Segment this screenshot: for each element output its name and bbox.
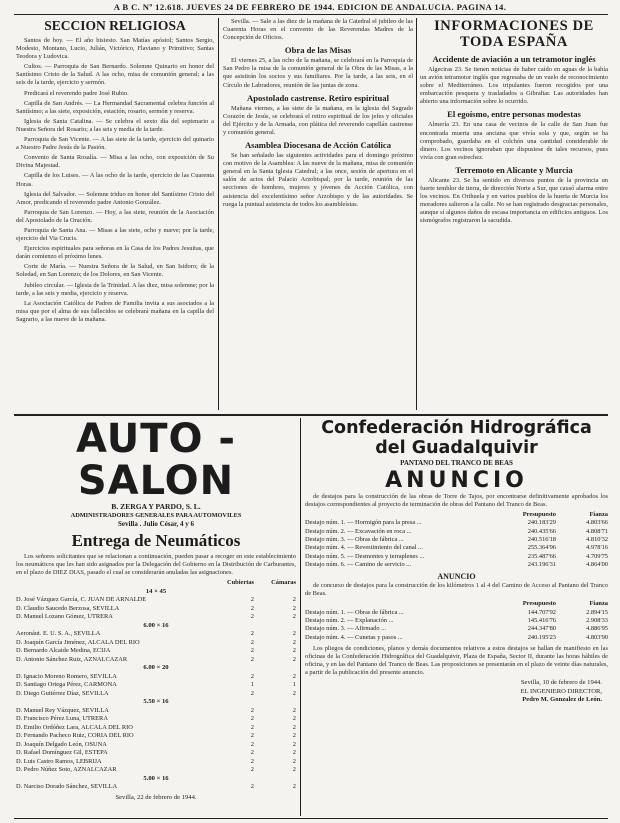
destajo-presupuesto: 240.435'66 [527,527,556,535]
camaras-count: 2 [292,655,296,663]
destajo-description: Destajo núm. 5. — Desmontes y terraplenes ... [305,552,425,560]
cubiertas-count: 2 [250,596,254,604]
camaras-count: 2 [292,647,296,655]
destajo-description: Destajo núm. 3. — Obras de fábrica ... [305,536,404,544]
mass-intro: Sevilla. — Sale a las diez de la mañana de la Catedral el jubileo de las Cuarenta Horas en el convento de las Reverendas Madres de la Concepción de Oficios. [223,18,413,42]
cubiertas-count: 2 [250,757,254,765]
destajo-fianza: 4.864'00 [586,560,608,568]
cubiertas-count: 2 [250,604,254,612]
recipient-name: D. Fernando Pacheco Ruiz, CORIA DEL RIO [16,732,134,740]
conditions-text: Los pliegos de condiciones, planos y demás documentos relativos a estos destajos se hallan de manifiesto en las oficinas de la Confederación Hidrográfica del Guadalquivir, Plaza de España, Sector II, durante las horas hábiles de oficina, y en las del Pantano del Tranco de Beas. Las proposiciones se presentarán en el plazo de veinte días naturales, a partir de la publicación del presente anuncio. [305,644,608,677]
auto-salon-title: AUTO - SALON [75,418,237,504]
signature-role: EL INGENIERO DIRECTOR, [520,687,602,695]
destajo-description: Destajo núm. 6. — Camino de servicio ... [305,560,412,568]
destajo-presupuesto: 235.487'66 [527,552,556,560]
tire-size-label: 6.00 × 16 [143,621,169,629]
destajo-fianza: 2.894'15 [586,608,608,616]
camaras-count: 2 [292,749,296,757]
religious-paragraph: Corte de María. — Nuestra Señora de la Salud, en San Isidoro; de la Soledad, en San Lorenzo; de los Dolores, en San Vicente. [16,263,214,279]
recipient-name: D. Pedro Núñez Soto, AZNALCAZAR [16,766,117,774]
headline-apostolado: Apostolado castrense. Retiro espiritual [247,92,389,103]
tire-recipient-row [16,732,296,741]
auto-salon-firm: B. ZERGA Y PARDO, S. L. [111,502,201,511]
ad-auto-salon [16,418,296,816]
header-presupuesto-2: Presupuesto [522,600,556,608]
destajo-description: Destajo núm. 3. — Afirmado ... [305,625,386,633]
header-cubiertas: Cubiertas [227,579,254,587]
asamblea-text: Se han señalado las siguientes actividades para el domingo próximo con motivo de la Asamblea: A las nueve de la mañana, misa de comunión general en la Santa Iglesia Catedral; a las once, sesión de apertura en el salón de actos del Palacio Arzobispal; por la tarde, reunión de las secciones de hombres, mujeres y jóvenes de Acción Católica, con asistencia del excelentísimo señor Arzobispo y de las autoridades. Se ruega la puntual asistencia de todos los asambleístas. [223,152,413,208]
religious-paragraph: Capilla de San Andrés. — La Hermandad Sacramental celebra función al Santísimo; a las siete, exposición, estación, rosario, sermón y reserva. [16,99,214,115]
national-section-title: INFORMACIONES DE TODA ESPAÑA [434,18,594,50]
religious-paragraph: Jubileo circular. — Iglesia de la Trinidad. A las diez, misa solemne; por la tarde, a las seis y media, ejercicio y reserva. [16,281,214,297]
tire-recipient-row [16,656,296,665]
camaras-count: 2 [292,672,296,680]
camaras-count: 2 [292,757,296,765]
page-header [0,2,620,12]
destajo-row [305,561,608,569]
tire-recipient-row [16,639,296,648]
aviation-accident-text: Algeciras 23. Se tienen noticias de haber caído en aguas de la bahía un avión tetramotor inglés que regresaba de un vuelo de reconocimiento sobre el Mediterráneo. Los tripulantes fueron recogidos por una embarcación pesquera y trasladados a Gibraltar. Las autoridades han abierto una información sobre lo ocurrido. [420,66,608,106]
auto-salon-business: ADMINISTRADORES GENERALES PARA AUTOMOVILES [70,512,242,519]
header-camaras: Cámaras [271,579,296,587]
camaras-count: 2 [292,706,296,714]
header-text: A B C. Nº 12.618. JUEVES 24 DE FEBRERO DE 1944. EDICION DE ANDALUCIA. PAGINA 14. [113,2,507,12]
destajo-fianza: 4.803'66 [586,519,608,527]
ads-divider [300,418,301,816]
cubiertas-count: 2 [250,706,254,714]
tire-size-label: 5.00 × 16 [143,774,169,782]
recipient-name: D. Ignacio Moreno Romero, SEVILLA [16,672,117,680]
apostolado-text: Mañana viernes, a las siete de la mañana, en la iglesia del Sagrado Corazón de Jesús, se celebrará el retiro espiritual de los jefes y oficiales del Ejército y de la Armada, con plática del reverendo capellán castrense y comunión general. [223,104,413,136]
column-middle [223,18,413,410]
religious-paragraph: Parroquia de San Vicente. — A las siete de la tarde, ejercicio del quinario a Nuestro Padre Jesús de la Pasión. [16,136,214,152]
camaras-count: 2 [292,715,296,723]
tire-recipient-row [16,758,296,767]
earthquake-text: Alicante 23. Se ha sentido en diversos puntos de la provincia un fuerte temblor de tierra, de dirección Norte a Sur, que causó alarma entre los vecinos. En Orihuela y en varios pueblos de la huerta de Murcia los moradores salieron a la calle. No se han registrado desgracias personales, aunque sí algunos daños de escasa importancia en edificios antiguos. Los sismógrafos registraron la sacudida. [420,176,608,225]
destajo-row [305,609,608,617]
camaras-count: 2 [292,783,296,791]
tire-recipient-row [16,707,296,716]
recipient-name: D. Emilio Ordóñez Lara, ALCALA DEL RIO [16,723,133,731]
camaras-count: 2 [292,596,296,604]
camaras-count: 2 [292,723,296,731]
recipient-name: D. Narciso Dorado Sánchez, SEVILLA [16,783,118,791]
recipient-name: D. Manuel Rey Vázquez, SEVILLA [16,706,109,714]
destajo-presupuesto: 240.195'23 [527,633,556,641]
recipient-name: D. Santiago Ortega Pérez, CARMONA [16,681,117,689]
cubiertas-count: 2 [250,783,254,791]
tire-recipient-row [16,783,296,792]
tire-recipient-row [16,715,296,724]
column-national-news [420,18,608,410]
camaras-count: 2 [292,630,296,638]
cubiertas-count: 1 [250,681,254,689]
destajo-presupuesto: 244.347'80 [527,625,556,633]
destajo-row [305,528,608,536]
column-religious [16,18,214,410]
cubiertas-count: 2 [250,749,254,757]
destajo-description: Destajo núm. 2. — Excavación en roca ... [305,527,412,535]
destajo-row [305,617,608,625]
destajo-description: Destajo núm. 1. — Obras de fábrica ... [305,608,404,616]
destajo-description: Destajo núm. 4. — Revestimiento del canal ... [305,544,423,552]
signature-date: Sevilla, 10 de febrero de 1944. [520,679,602,687]
cubiertas-count: 2 [250,715,254,723]
header-rule [14,14,608,15]
headline-asamblea: Asamblea Diocesana de Acción Católica [244,140,392,151]
cubiertas-count: 2 [250,655,254,663]
pantano-subtitle: PANTANO DEL TRANCO DE BEAS [400,459,513,467]
cubiertas-count: 2 [250,740,254,748]
budget-headers [305,511,608,519]
destajo-fianza: 4.808'71 [586,527,608,535]
auto-salon-footer: Sevilla, 22 de febrero de 1944. [115,793,197,801]
recipient-name: D. José Vázquez García, C. JUAN DE ARNALDE [16,596,147,604]
headline-earthquake: Terremoto en Alicante y Murcia [455,164,573,175]
cubiertas-count: 2 [250,638,254,646]
camaras-count: 2 [292,766,296,774]
budget-headers-2 [305,600,608,608]
destajo-fianza: 4.709'75 [586,552,608,560]
recipient-name: D. Rafael Domínguez Gil, ESTEPA [16,749,108,757]
auto-salon-subtitle: Entrega de Neumáticos [71,531,241,550]
destajo-fianza: 2.908'33 [586,617,608,625]
egoismo-text: Almería 23. En una casa de vecinos de la calle de San Juan fue encontrada muerta una anciana que vivía sola y que, según se ha comprobado, guardaba en el colchón una cantidad considerable de dinero. Los vecinos ignoraban que dispusiese de tales recursos, pues vivía con gran estrechez. [420,121,608,161]
tire-recipient-row [16,681,296,690]
recipient-name: D. Manuel Lozano Gómez, UTRERA [16,613,113,621]
destajo-row [305,553,608,561]
cubiertas-count: 2 [250,689,254,697]
headline-obra-misas: Obra de las Misas [284,45,352,56]
ads-top-rule [14,414,608,416]
column-divider-2 [416,18,417,410]
tire-recipient-row [16,596,296,605]
destajo-fianza: 4.803'90 [586,633,608,641]
camaras-count: 1 [292,681,296,689]
recipient-name: D. Bernardo Alcaide Medina, ECIJA [16,647,111,655]
destajo-fianza: 4.978'16 [586,544,608,552]
headline-egoismo: El egoísmo, entre personas modestas [447,109,581,120]
recipient-name: D. Claudio Saucedo Berzosa, SEVILLA [16,604,120,612]
cubiertas-count: 2 [250,723,254,731]
header-presupuesto: Presupuesto [522,511,556,519]
tire-size-label: 6.00 × 20 [143,664,169,672]
cubiertas-count: 2 [250,630,254,638]
religious-paragraph: Santos de hoy. — El año bisiesto. San Matías apóstol; Santos Sergio, Modesto, Montano, Lucio, Julián, Victórico, Flaviano y Primitivo; Santas Teodora y Ludovica. [16,37,214,61]
camaras-count: 2 [292,740,296,748]
tire-recipient-row [16,724,296,733]
tire-recipient-row [16,613,296,622]
destajo-presupuesto: 255.364'96 [527,544,556,552]
religious-paragraphs [16,37,214,324]
destajo-presupuesto: 145.416'76 [527,617,556,625]
tire-size-label: 5.50 × 16 [143,698,169,706]
destajo-table-2 [305,609,608,642]
tire-recipient-row [16,647,296,656]
confederacion-title: Confederación Hidrográfica [321,418,592,438]
recipient-name: D. Joaquín García Jiménez, ALCALA DEL RIO [16,638,140,646]
religious-paragraph: La Asociación Católica de Padres de Familia invita a sus asociados a la misa que por el alma de sus fallecidos se celebrará mañana en la capilla del Sagrario, a las nueve de la mañana. [16,299,214,323]
column-divider-1 [218,18,219,410]
auto-salon-address: Sevilla . Julio César, 4 y 6 [118,520,194,528]
destajo-row [305,544,608,552]
anuncio-intro-1: de destajos para la construcción de las obras de Torre de Tajos, por encontrarse definitivamente aprobados los destajos correspondientes al proyecto de terminación de obras del Pantano del Tranco de Beas. [305,493,608,509]
religious-paragraph: Capilla de los Luises. — A las ocho de la tarde, ejercicio de las Cuarenta Horas. [16,172,214,188]
religious-paragraph: Ejercicios espirituales para señoras en la Casa de los Padres Jesuitas, que darán comienzo el próximo lunes. [16,245,214,261]
cubiertas-count: 2 [250,766,254,774]
tire-recipient-row [16,630,296,639]
religious-paragraph: Parroquia de Santa Ana. — Misas a las siete, ocho y nueve; por la tarde, ejercicio del Via Crucis. [16,226,214,243]
obra-misas-text: El viernes 25, a las ocho de la mañana, se celebrará en la Parroquia de San Pedro la misa de la comunión general de la Obra de las Misas, a la que asistirán los socios y sus familiares. Por la tarde, a las seis, en el Círculo de Labradores, reunión de las juntas de zona. [223,57,413,89]
camaras-count: 2 [292,638,296,646]
page-bottom-rule [14,818,608,819]
camaras-count: 2 [292,613,296,621]
destajo-description: Destajo núm. 1. — Hormigón para la presa ... [305,519,422,527]
tire-recipient-row [16,690,296,699]
tire-recipient-row [16,673,296,682]
tire-column-headers [16,579,296,588]
anuncio-intro-2: de concurso de destajos para la construcción de los kilómetros 1 al 4 del Camino de Acceso al Pantano del Tranco de Beas. [305,582,608,598]
destajo-row [305,634,608,642]
recipient-name: D. Joaquín Delgado León, OSUNA [16,740,107,748]
destajo-fianza: 4.810'32 [586,536,608,544]
header-fianza: Fianza [589,511,608,519]
destajo-presupuesto: 144.707'92 [527,608,556,616]
tire-recipient-row [16,605,296,614]
religious-paragraph: Predicará el reverendo padre José Rubio. [24,89,129,97]
tire-recipient-row [16,741,296,750]
cubiertas-count: 2 [250,613,254,621]
anuncio-heading: ANUNCIO [385,468,528,493]
cubiertas-count: 2 [250,672,254,680]
tire-recipient-row [16,749,296,758]
religious-section-title: SECCION RELIGIOSA [44,18,186,33]
anuncio-heading-2: ANUNCIO [437,572,476,582]
tire-recipient-row [16,766,296,775]
camaras-count: 2 [292,689,296,697]
recipient-name: D. Luis Castro Ramos, LEBRIJA [16,757,102,765]
signature-name: Pedro M. Gonzalez de León. [522,696,602,704]
religious-paragraph: Cultos. — Parroquia de San Bernardo. Solemne Quinario en honor del Santísimo Cristo de la Salud. A las ocho, misa de comunión general; a las seis de la tarde, ejercicio y sermón. [16,63,214,87]
religious-paragraph: Parroquia de San Lorenzo. — Hoy, a las siete, reunión de la Asociación del Apostolado de la Oración. [16,208,214,224]
confederacion-signature [305,679,608,704]
destajo-description: Destajo núm. 4. — Cunetas y pasos ... [305,633,403,641]
confederacion-title-2: del Guadalquivir [375,438,538,458]
camaras-count: 2 [292,732,296,740]
tire-allocation-list [16,588,296,792]
destajo-presupuesto: 240.183'29 [527,519,556,527]
camaras-count: 2 [292,604,296,612]
destajo-fianza: 4.886'95 [586,625,608,633]
destajo-row [305,625,608,633]
destajo-description: Destajo núm. 2. — Explanación ... [305,617,394,625]
cubiertas-count: 2 [250,732,254,740]
recipient-name: Aeronáut. E. U. S. A., SEVILLA [16,630,101,638]
destajo-row [305,519,608,527]
destajo-presupuesto: 243.196'31 [527,560,556,568]
recipient-name: D. Antonio Sánchez Ruiz, AZNALCAZAR [16,655,128,663]
destajo-row [305,536,608,544]
destajo-table-1 [305,519,608,569]
ad-confederacion [305,418,608,816]
cubiertas-count: 2 [250,647,254,655]
destajo-presupuesto: 240.516'18 [527,536,556,544]
religious-paragraph: Iglesia del Salvador. — Solemne triduo en honor del Santísimo Cristo del Amor, predicando el reverendo padre Antonio González. [16,190,214,206]
religious-paragraph: Iglesia de Santa Catalina. — Se celebra el sexto día del septenario a Nuestra Señora del Rosario; a las seis y media de la tarde. [16,117,214,133]
tire-size-label: 14 × 45 [145,587,167,595]
auto-salon-intro: Los señores solicitantes que se relacionan a continuación, pueden pasar a recoger en este establecimiento los neumáticos que les han sido asignados por la Delegación del Gobierno en la Distribución de Carburantes, en el plazo de DIEZ DIAS, pasado el cual se considerarán anuladas las asignaciones. [16,553,296,577]
headline-aviation-accident: Accidente de aviación a un tetramotor inglés [432,54,596,64]
recipient-name: D. Francisco Pérez Luna, UTRERA [16,715,108,723]
recipient-name: D. Diego Gutiérrez Díaz, SEVILLA [16,689,109,697]
header-fianza-2: Fianza [589,600,608,608]
religious-paragraph: Convento de Santa Rosalía. — Misa a las ocho, con exposición de Su Divina Majestad. [16,154,214,170]
